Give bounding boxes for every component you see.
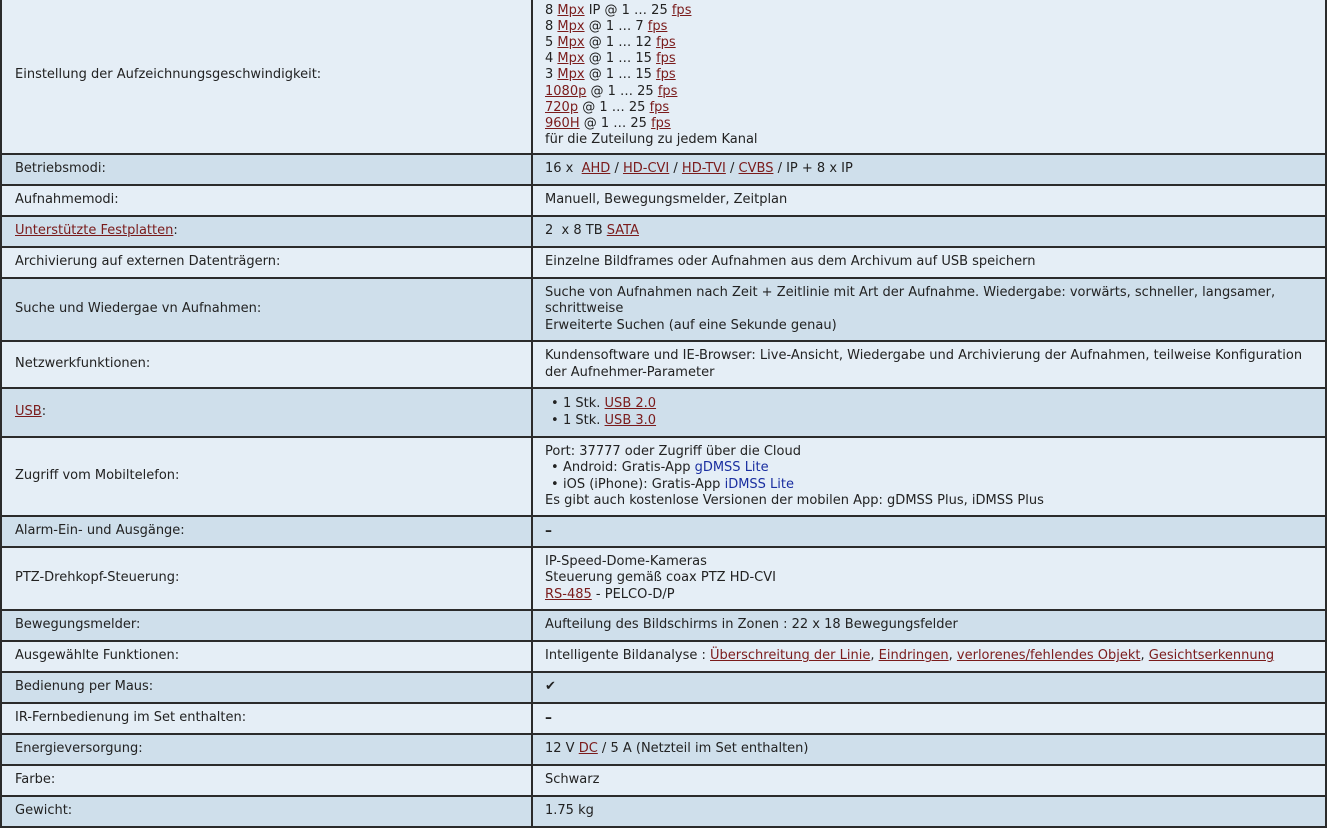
row-value: Kundensoftware und IE-Browser: Live-Ansicht, Wiedergabe und Archivierung der Aufnahmen, teilweise Konfiguration der Aufnehmer-Parameter — [532, 341, 1326, 388]
table-row — [1, 388, 1326, 437]
fps-link[interactable]: fps — [647, 18, 668, 34]
row-value: 1.75 kg — [532, 796, 1326, 827]
resolution-link[interactable]: 1080p — [545, 83, 587, 99]
mpx-link[interactable]: Mpx — [557, 51, 585, 67]
list-item: • 1 Stk. USB 2.0 — [551, 396, 1312, 412]
row-value: IP-Speed-Dome-Kameras Steuerung gemäß coax PTZ HD-CVI RS-485 - PELCO-D/P — [532, 547, 1326, 610]
fps-link[interactable]: fps — [657, 83, 678, 99]
mode-link-hdtvi[interactable]: HD-TVI — [681, 161, 726, 177]
table-row — [1, 0, 1326, 154]
table-row — [1, 216, 1326, 247]
mode-link-ahd[interactable]: AHD — [581, 161, 611, 177]
row-value — [532, 388, 1326, 437]
mpx-link[interactable]: Mpx — [557, 67, 585, 83]
row-value: 2 x 8 TB SATA — [532, 216, 1326, 247]
row-value: 12 V DC / 5 A (Netzteil im Set enthalten) — [532, 734, 1326, 765]
row-value: 8 Mpx IP @ 1 … 25 fps 8 Mpx @ 1 … 7 fps 5 Mpx @ 1 … 12 fps 4 Mpx @ 1 … 15 fps 3 Mpx @ 1 … 15 fps 1080p @ 1 … 25 fps 720p @ 1 … 25 fps 960H @ 1 … 25 fps für die Zuteilung zu jedem Kanal — [532, 0, 1326, 154]
row-value — [532, 672, 1326, 703]
row-value — [532, 703, 1326, 734]
line-crossing-link[interactable]: Überschreitung der Linie — [710, 648, 871, 664]
table-row — [1, 278, 1326, 341]
table-row — [1, 437, 1326, 516]
row-value: Port: 37777 oder Zugriff über die Cloud • Android: Gratis-App gDMSS Lite • iOS (iPhone): Gratis-App iDMSS Lite Es gibt auch kostenlose Versionen der mobilen App: gDMSS Plus, iDMSS Plus — [532, 437, 1326, 516]
table-row — [1, 247, 1326, 278]
table-row — [1, 610, 1326, 641]
table-row — [1, 703, 1326, 734]
dc-link[interactable]: DC — [578, 741, 598, 757]
row-value: Intelligente Bildanalyse : Überschreitung der Linie, Eindringen, verlorenes/fehlendes Objekt, Gesichtserkennung — [532, 641, 1326, 672]
table-row — [1, 341, 1326, 388]
intrusion-link[interactable]: Eindringen — [878, 648, 949, 664]
row-label: Alarm-Ein- und Ausgänge: — [1, 516, 532, 547]
row-label: PTZ-Drehkopf-Steuerung: — [1, 547, 532, 610]
face-detection-link[interactable]: Gesichtserkennung — [1148, 648, 1275, 664]
gdmss-lite-link[interactable]: gDMSS Lite — [694, 460, 769, 476]
resolution-link[interactable]: 720p — [545, 99, 579, 115]
row-value: Einzelne Bildframes oder Aufnahmen aus dem Archivum auf USB speichern — [532, 247, 1326, 278]
row-label: Netzwerkfunktionen: — [1, 341, 532, 388]
table-row — [1, 641, 1326, 672]
mpx-link[interactable]: Mpx — [557, 34, 585, 50]
list-item: • iOS (iPhone): Gratis-App iDMSS Lite — [551, 477, 1312, 493]
usb-link[interactable]: USB — [15, 404, 42, 420]
row-label: Ausgewählte Funktionen: — [1, 641, 532, 672]
row-value: Schwarz — [532, 765, 1326, 796]
fps-link[interactable]: fps — [656, 51, 676, 67]
table-row — [1, 765, 1326, 796]
rs485-link[interactable]: RS-485 — [545, 586, 592, 602]
missing-object-link[interactable]: verlorenes/fehlendes Objekt — [956, 648, 1141, 664]
table-row — [1, 734, 1326, 765]
usb3-link[interactable]: USB 3.0 — [604, 412, 657, 428]
row-label: Bedienung per Maus: — [1, 672, 532, 703]
row-label: Unterstützte Festplatten: — [1, 216, 532, 247]
row-value: 16 x AHD / HD-CVI / HD-TVI / CVBS / IP + 8 x IP — [532, 154, 1326, 185]
mode-link-hdcvi[interactable]: HD-CVI — [622, 161, 670, 177]
fps-link[interactable]: fps — [656, 67, 676, 83]
row-label: USB: — [1, 388, 532, 437]
list-item: • 1 Stk. USB 3.0 — [551, 413, 1312, 429]
row-label: Betriebsmodi: — [1, 154, 532, 185]
table-row — [1, 154, 1326, 185]
row-label: Archivierung auf externen Datenträgern: — [1, 247, 532, 278]
fps-link[interactable]: fps — [649, 99, 670, 115]
row-label: Zugriff vom Mobiltelefon: — [1, 437, 532, 516]
mode-link-cvbs[interactable]: CVBS — [738, 161, 774, 177]
table-row — [1, 516, 1326, 547]
row-label: Einstellung der Aufzeichnungsgeschwindigkeit: — [1, 0, 532, 154]
row-label: Gewicht: — [1, 796, 532, 827]
usb2-link[interactable]: USB 2.0 — [604, 396, 657, 412]
check-icon: ✔ — [545, 679, 556, 695]
table-row — [1, 672, 1326, 703]
row-label: Suche und Wiedergae vn Aufnahmen: — [1, 278, 532, 341]
not-available-mark: – — [545, 522, 552, 539]
fps-link[interactable]: fps — [656, 34, 676, 50]
mpx-link[interactable]: Mpx — [557, 18, 585, 34]
list-item: • Android: Gratis-App gDMSS Lite — [551, 460, 1312, 476]
row-label: Farbe: — [1, 765, 532, 796]
not-available-mark: – — [545, 709, 552, 726]
row-label: IR-Fernbedienung im Set enthalten: — [1, 703, 532, 734]
sata-link[interactable]: SATA — [606, 223, 639, 239]
hdd-link[interactable]: Unterstützte Festplatten — [15, 223, 174, 239]
row-value — [532, 516, 1326, 547]
table-row — [1, 185, 1326, 216]
row-label: Aufnahmemodi: — [1, 185, 532, 216]
row-label: Energieversorgung: — [1, 734, 532, 765]
idmss-lite-link[interactable]: iDMSS Lite — [724, 476, 795, 492]
fps-link[interactable]: fps — [651, 116, 671, 131]
row-value: Suche von Aufnahmen nach Zeit + Zeitlinie mit Art der Aufnahme. Wiedergabe: vorwärts, schneller, langsamer, schrittweise Erweiterte Suchen (auf eine Sekunde genau) — [532, 278, 1326, 341]
table-row — [1, 796, 1326, 827]
row-value: Manuell, Bewegungsmelder, Zeitplan — [532, 185, 1326, 216]
table-row — [1, 547, 1326, 610]
row-label: Bewegungsmelder: — [1, 610, 532, 641]
resolution-link[interactable]: 960H — [545, 116, 580, 131]
mpx-link[interactable]: Mpx — [557, 2, 585, 18]
row-value: Aufteilung des Bildschirms in Zonen : 22 x 18 Bewegungsfelder — [532, 610, 1326, 641]
fps-link[interactable]: fps — [671, 2, 692, 18]
